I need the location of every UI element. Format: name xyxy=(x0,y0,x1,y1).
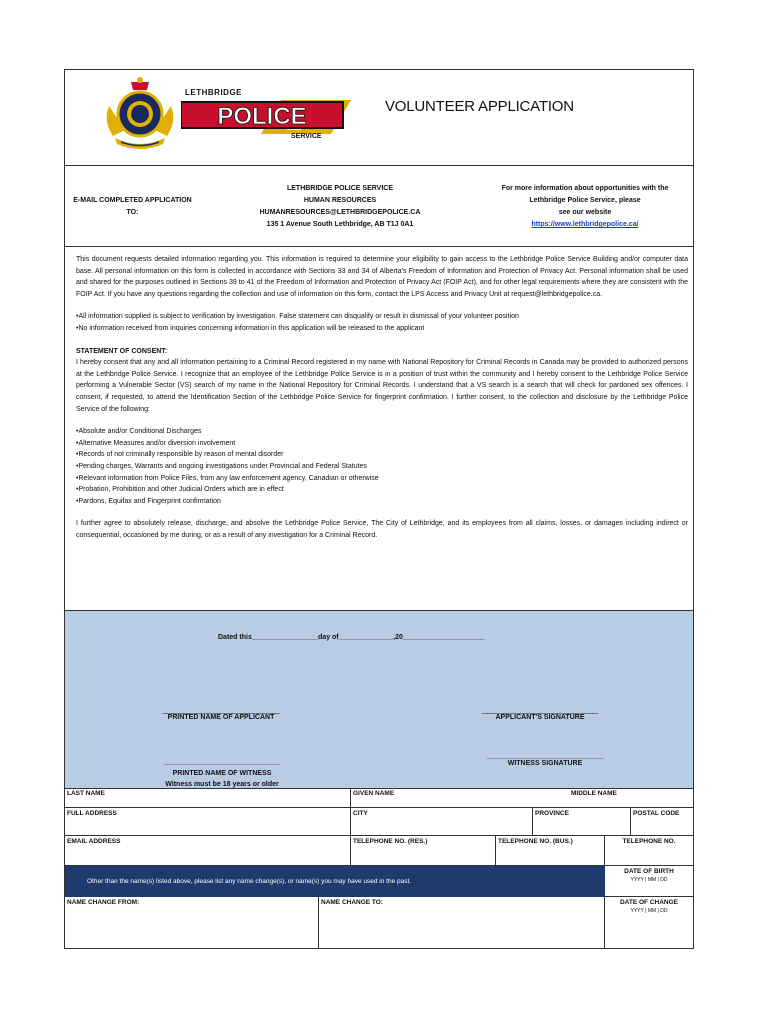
bullet-verification: •All information supplied is subject to verification by investigation. False statement can disqualify or result in dismissal of your volunteer position xyxy=(76,313,519,321)
applicant-name-line[interactable]: ______________________________ xyxy=(162,707,280,714)
address-email[interactable]: HUMANRESOURCES@LETHBRIDGEPOLICE.CA xyxy=(259,209,421,216)
email-address-field[interactable] xyxy=(65,836,351,866)
more-info-line1: For more information about opportunities with the xyxy=(501,185,669,192)
date-of-birth-label: DATE OF BIRTH xyxy=(624,868,674,875)
website-link[interactable]: https://www.lethbridgepolice.ca/ xyxy=(531,221,639,228)
witness-signature-line[interactable]: ______________________________ xyxy=(486,753,604,760)
email-instruction xyxy=(65,195,200,219)
given-name-label: GIVEN NAME xyxy=(353,790,395,797)
list-item: •Relevant information from Police Files, from any law enforcement agency, Canadian or otherwise xyxy=(76,474,379,482)
release-text: I further agree to absolutely release, discharge, and absolve the Lethbridge Police Service, The City of Lethbridge, and its employees from all claims, losses, or damages including indirect or consequential, occasioned by me during, or as a result of any investigation for a Criminal Record. xyxy=(76,520,688,539)
applicant-signature-label: APPLICANT'S SIGNATURE xyxy=(495,714,585,721)
postal-code-label: POSTAL CODE xyxy=(633,810,680,817)
address-line2: HUMAN RESOURCES xyxy=(303,197,377,204)
province-label: PROVINCE xyxy=(535,810,569,817)
given-name-field[interactable] xyxy=(351,788,569,808)
consent-text: I hereby consent that any and all information pertaining to a Criminal Record registered in my name with National Repository for Criminal Records in Canada may be provided to authorized persons at the Lethbridge Police Service. I recognize that an employee of the Lethbridge Police Service is in a position of trust within the community and I hereby consent to the Lethbridge Police Service performing a Vulnerable Sector (VS) search of my name in the National Repository for Criminal Records. I understand that a VS search is a search that will check for pardoned sex offences. I consent, if requested, to attend the Identification Section of the Lethbridge Police Service for fingerprint confirmation. I further consent, to the collection and disclosure by the Lethbridge Police Service of the following: xyxy=(76,359,688,413)
email-instruction-line2: TO: xyxy=(126,209,139,216)
middle-name-label: MIDDLE NAME xyxy=(571,790,617,797)
city-label: CITY xyxy=(353,810,368,817)
telephone-res-field[interactable] xyxy=(351,836,496,866)
list-item: •Absolute and/or Conditional Discharges xyxy=(76,428,202,436)
name-change-from-label: NAME CHANGE FROM: xyxy=(67,899,140,906)
postal-code-field[interactable] xyxy=(631,808,693,836)
logo-main-text: POLICE xyxy=(217,103,307,130)
form-header xyxy=(65,70,693,166)
more-info-line3: see our website xyxy=(558,209,612,216)
logo-bottom-text: SERVICE xyxy=(291,133,322,140)
email-address-label: EMAIL ADDRESS xyxy=(67,838,121,845)
telephone-field[interactable] xyxy=(605,836,693,866)
city-field[interactable] xyxy=(351,808,533,836)
notice-bullets xyxy=(76,311,688,334)
list-item: •Probation, Prohibition and other Judicial Orders which are in effect xyxy=(76,486,284,494)
address-line1: LETHBRIDGE POLICE SERVICE xyxy=(286,185,394,192)
police-crest-icon xyxy=(101,76,179,154)
telephone-bus-label: TELEPHONE NO. (BUS.) xyxy=(498,838,573,845)
signature-section xyxy=(65,610,693,789)
date-of-change-field[interactable] xyxy=(605,897,693,948)
contact-info xyxy=(65,165,693,247)
bullet-confidential: •No information received from inquiries concerning information in this application will be released to the applicant xyxy=(76,324,425,332)
logo-top-text: LETHBRIDGE xyxy=(185,88,242,97)
privacy-notice: This document requests detailed information regarding you. This information is required to determine your eligibility to gain access to the Lethbridge Police Service Building and/or computer data base. All personal information on this form is collected in accordance with Sections 33 and 34 of Alberta's Freedom of Information and Protection of Privacy Act. Personal information shall be used and shared for the purposes outlined in Sections 39 to 41 of the Freedom of Information and Protection of Privacy Act (FOIP Act), and for other legal requirements where they are consistent with the FOIP Act. If you have any questions regarding the collection and use of information on this form, contact the LPS Access and Privacy Unit at request@lethbridgepolice.ca. xyxy=(76,256,688,298)
full-address-label: FULL ADDRESS xyxy=(67,810,117,817)
name-change-to-field[interactable] xyxy=(319,897,605,948)
applicant-name-block xyxy=(146,707,296,721)
applicant-name-label: PRINTED NAME OF APPLICANT xyxy=(167,714,275,721)
disclosure-list xyxy=(76,426,688,507)
police-wordmark xyxy=(181,88,351,148)
name-change-from-field[interactable] xyxy=(65,897,319,948)
telephone-bus-field[interactable] xyxy=(496,836,605,866)
list-item: •Pardons, Equifax and Fingerprint confirmation xyxy=(76,497,221,505)
applicant-signature-line[interactable]: ______________________________ xyxy=(481,707,599,714)
other-names-note: Other than the name(s) listed above, please list any name change(s), or name(s) you may have used in the past. xyxy=(65,866,605,897)
more-info xyxy=(490,183,680,231)
date-of-change-label: DATE OF CHANGE xyxy=(619,899,679,906)
dated-field[interactable]: Dated this_________________day of______________,20_____________________ xyxy=(218,634,485,641)
last-name-label: LAST NAME xyxy=(67,790,105,797)
page-title: VOLUNTEER APPLICATION xyxy=(385,98,574,115)
more-info-line2: Lethbridge Police Service, please xyxy=(529,197,641,204)
witness-name-block xyxy=(147,757,297,790)
mailing-address xyxy=(245,183,435,231)
list-item: •Records of not criminally responsible by reason of mental disorder xyxy=(76,451,284,459)
application-body xyxy=(76,254,688,552)
witness-age-note: Witness must be 18 years or older xyxy=(165,781,279,788)
telephone-res-label: TELEPHONE NO. (RES.) xyxy=(353,838,428,845)
witness-signature-label: WITNESS SIGNATURE xyxy=(507,760,583,767)
last-name-field[interactable] xyxy=(65,788,351,808)
name-change-to-label: NAME CHANGE TO: xyxy=(321,899,383,906)
full-address-field[interactable] xyxy=(65,808,351,836)
application-form xyxy=(64,69,694,949)
witness-name-line[interactable]: ______________________________ xyxy=(163,759,281,766)
list-item: •Pending charges, Warrants and ongoing investigations under Provincial and Federal Statutes xyxy=(76,462,367,470)
witness-signature-block xyxy=(470,753,620,767)
date-of-birth-field[interactable] xyxy=(605,866,693,897)
dob-format-hint: YYYY | MM | DD xyxy=(630,877,668,883)
address-line4: 135 1 Avenue South Lethbridge, AB T1J 0A1 xyxy=(266,221,414,228)
province-field[interactable] xyxy=(533,808,631,836)
police-logo-graphic xyxy=(181,100,351,134)
consent-heading: STATEMENT OF CONSENT: xyxy=(76,347,168,355)
list-item: •Alternative Measures and/or diversion involvement xyxy=(76,439,236,447)
telephone-label: TELEPHONE NO. xyxy=(622,838,676,845)
applicant-signature-block xyxy=(465,707,615,721)
witness-name-label: PRINTED NAME OF WITNESS xyxy=(172,770,272,777)
middle-name-field[interactable] xyxy=(569,788,693,808)
email-instruction-line1: E-MAIL COMPLETED APPLICATION xyxy=(73,197,192,204)
doc-format-hint: YYYY | MM | DD xyxy=(630,908,668,914)
